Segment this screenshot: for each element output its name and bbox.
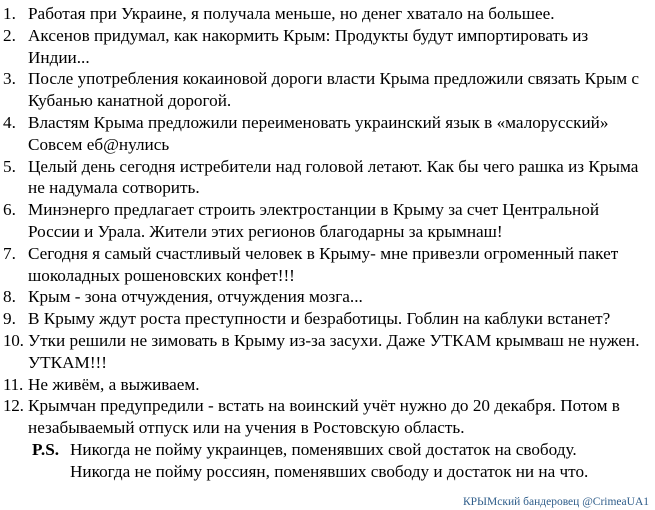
item-number: 4. bbox=[3, 112, 16, 132]
list-item bbox=[0, 308, 655, 330]
numbered-list bbox=[0, 3, 655, 483]
postscript-text-1: Никогда не пойму украинцев, поменявших свой достаток на свободу. bbox=[70, 439, 577, 459]
item-number: 9. bbox=[3, 309, 16, 329]
item-number: 10. bbox=[3, 330, 24, 350]
item-text: Аксенов придумал, как накормить Крым: Продукты будут импортировать из Индии... bbox=[28, 25, 589, 67]
item-text: Утки решили не зимовать в Крыму из-за засухи. Даже УТКАМ крымваш не нужен. УТКАМ!!! bbox=[28, 330, 640, 372]
item-text: Властям Крыма предложили переименовать украинский язык в «малорусский» Совсем еб@нулись bbox=[28, 112, 609, 154]
item-text: В Крыму ждут роста преступности и безработицы. Гоблин на каблуки встанет? bbox=[28, 309, 611, 329]
list-item bbox=[0, 243, 655, 287]
list-item bbox=[0, 25, 655, 69]
list-item bbox=[0, 286, 655, 308]
postscript-line-1 bbox=[32, 439, 655, 461]
list-item bbox=[0, 3, 655, 25]
item-text: Работая при Украине, я получала меньше, но денег хватало на большее. bbox=[28, 4, 555, 23]
item-text: Минэнерго предлагает строить электростанции в Крыму за счет Центральной России и Урала. Жители этих регионов благодарны за крымнаш! bbox=[28, 200, 600, 241]
list-item bbox=[0, 395, 655, 439]
item-text: Сегодня я самый счастливый человек в Крыму- мне привезли огроменный пакет шоколадных рошеновских конфет!!! bbox=[28, 243, 619, 285]
list-item bbox=[0, 112, 655, 156]
item-number: 5. bbox=[3, 156, 16, 176]
postscript-line-2 bbox=[32, 461, 655, 483]
item-number: 7. bbox=[3, 243, 16, 263]
item-number: 8. bbox=[3, 287, 16, 307]
list-item bbox=[0, 374, 655, 396]
list-item bbox=[0, 68, 655, 112]
postscript bbox=[0, 439, 655, 483]
list-item bbox=[0, 199, 655, 243]
postscript-text-2: Никогда не пойму россиян, поменявших свободу и достаток ни на что. bbox=[70, 461, 589, 481]
item-text: Не живём, а выживаем. bbox=[28, 374, 200, 394]
item-text: После употребления кокаиновой дороги власти Крыма предложили связать Крым с Кубанью канатной дорогой. bbox=[28, 69, 640, 111]
item-number: 6. bbox=[3, 200, 16, 220]
item-text: Крым - зона отчуждения, отчуждения мозга... bbox=[28, 287, 363, 307]
author-credit: КРЫМский бандеровец @CrimeaUA1 bbox=[462, 496, 649, 508]
item-number: 12. bbox=[3, 396, 24, 416]
list-item bbox=[0, 156, 655, 200]
item-number: 3. bbox=[3, 69, 16, 89]
list-item bbox=[0, 330, 655, 374]
postscript-label: P.S. bbox=[32, 439, 60, 459]
item-text: Целый день сегодня истребители над головой летают. Как бы чего рашка из Крыма не надумала сотворить. bbox=[28, 156, 639, 198]
item-number: 11. bbox=[3, 374, 23, 394]
item-text: Крымчан предупредили - встать на воинский учёт нужно до 20 декабря. Потом в незабываемый отпуск или на учения в Ростовскую область. bbox=[28, 396, 620, 438]
item-number: 1. bbox=[3, 4, 16, 23]
item-number: 2. bbox=[3, 25, 16, 45]
